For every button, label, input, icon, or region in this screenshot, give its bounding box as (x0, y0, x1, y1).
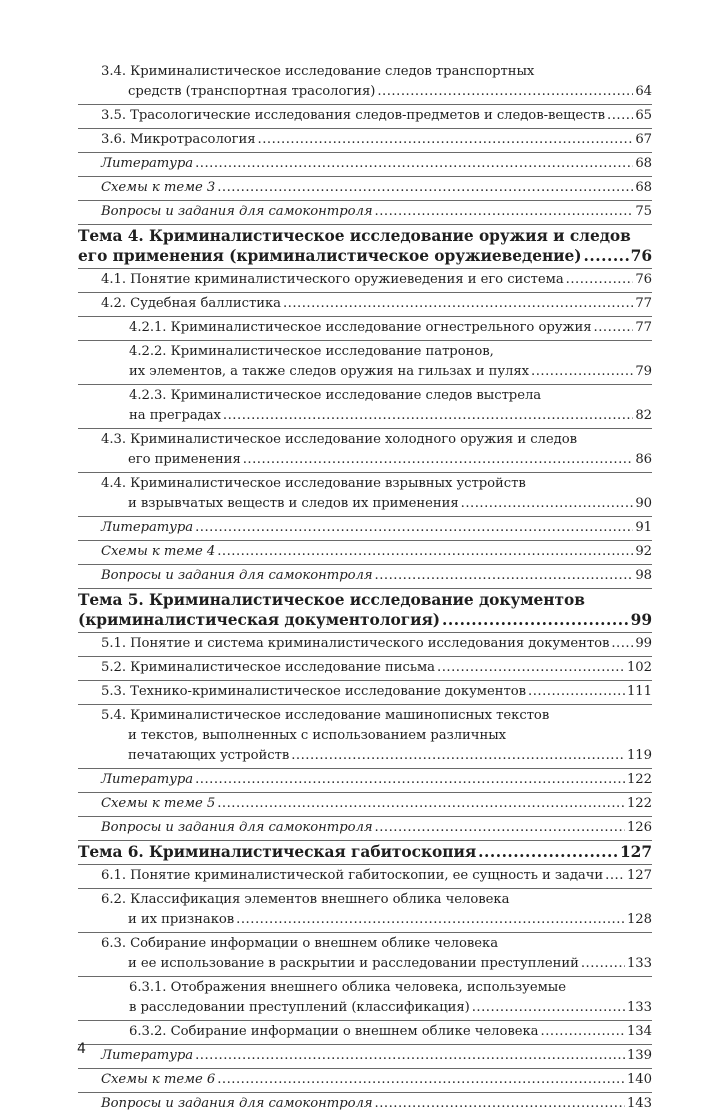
toc-entry (78, 866, 652, 886)
divider (78, 656, 652, 657)
dot-leader (584, 246, 629, 266)
toc-entry-title: 6.3.1. Отображения внешнего облика человека, используемые (129, 980, 566, 995)
dot-leader (528, 682, 625, 702)
toc-entry-title: 3.5. Трасологические исследования следов-предметов и следов-веществ (101, 108, 606, 123)
divider (78, 768, 652, 769)
dot-leader (217, 1070, 625, 1090)
divider (78, 888, 652, 889)
toc-entry-title: 4.2.2. Криминалистическое исследование патронов, (129, 344, 494, 359)
toc-entry-page: 139 (626, 1048, 652, 1063)
toc-entry (78, 818, 652, 838)
toc-entry-page: 102 (626, 660, 652, 675)
toc-entry-title: Литература (101, 156, 194, 171)
toc-entry-title: 6.2. Классификация элементов внешнего облика человека (101, 892, 510, 907)
toc-entry-page: 68 (635, 180, 652, 195)
divider (78, 152, 652, 153)
toc-entry (78, 294, 652, 314)
toc-entry-title: и взрывчатых веществ и следов их применения (128, 496, 459, 511)
toc-entry-page: 127 (620, 843, 652, 861)
divider (78, 840, 652, 841)
toc-entry-page: 79 (635, 364, 652, 379)
toc-entry (78, 1070, 652, 1090)
toc-entry (78, 590, 652, 630)
toc-entry-title: Схемы к теме 4 (101, 544, 216, 559)
toc-entry-page: 111 (626, 684, 652, 699)
toc-entry-title: Вопросы и задания для самоконтроля (101, 1096, 373, 1111)
toc-entry-title: его применения (128, 452, 241, 467)
toc-entry (78, 342, 652, 382)
toc-entry (78, 542, 652, 562)
toc-entry-title: 3.4. Криминалистическое исследование следов транспортных (101, 64, 535, 79)
divider (78, 128, 652, 129)
toc-entry-title: Тема 4. Криминалистическое исследование оружия и следов (78, 227, 631, 245)
toc-entry-page: 122 (626, 772, 652, 787)
dot-leader (541, 1022, 625, 1042)
toc-entry-title: 5.1. Понятие и система криминалистического исследования документов (101, 636, 610, 651)
divider (78, 224, 652, 225)
toc-entry (78, 566, 652, 586)
toc-entry-page: 65 (635, 108, 652, 123)
toc-entry-title: и текстов, выполненных с использованием различных (128, 728, 507, 743)
toc-entry-page: 98 (635, 568, 652, 583)
toc-entry-title: 3.6. Микротрасология (101, 132, 256, 147)
toc-entry-title: и их признаков (128, 912, 235, 927)
dot-leader (195, 518, 633, 538)
dot-leader (566, 270, 634, 290)
toc-entry (78, 62, 652, 102)
toc-entry-title: 6.1. Понятие криминалистической габитоскопии, ее сущность и задачи (101, 868, 604, 883)
toc-entry (78, 130, 652, 150)
page-number: 4 (77, 1041, 86, 1057)
toc-entry (78, 978, 652, 1018)
toc-entry-title: 4.3. Криминалистическое исследование холодного оружия и следов (101, 432, 577, 447)
toc-entry-page: 99 (630, 611, 652, 629)
divider (78, 976, 652, 977)
toc-entry (78, 634, 652, 654)
toc-entry-title: 4.2.1. Криминалистическое исследование огнестрельного оружия (129, 320, 592, 335)
dot-leader (243, 450, 634, 470)
divider (78, 1068, 652, 1069)
divider (78, 200, 652, 201)
toc-entry-title: 6.3.2. Собирание информации о внешнем облике человека (129, 1024, 539, 1039)
toc-entry (78, 890, 652, 930)
toc-entry-page: 119 (626, 748, 652, 763)
toc-entry-page: 92 (635, 544, 652, 559)
toc-entry-title: на преградах (129, 408, 221, 423)
toc-entry-page: 126 (626, 820, 652, 835)
dot-leader (375, 202, 634, 222)
toc-entry-page: 143 (626, 1096, 652, 1111)
divider (78, 1020, 652, 1021)
toc-entry-page: 134 (626, 1024, 652, 1039)
toc-entry-title: Литература (101, 772, 194, 787)
table-of-contents (78, 62, 652, 1114)
toc-entry-page: 140 (626, 1072, 652, 1087)
toc-entry-title: 4.2. Судебная баллистика (101, 296, 281, 311)
toc-entry (78, 318, 652, 338)
divider (78, 1044, 652, 1045)
dot-leader (437, 658, 625, 678)
dot-leader (223, 406, 633, 426)
toc-entry-page: 133 (626, 1000, 652, 1015)
toc-entry-title: Литература (101, 520, 194, 535)
dot-leader (607, 106, 633, 126)
toc-entry-page: 77 (635, 320, 652, 335)
toc-entry-title: 6.3. Собирание информации о внешнем облике человека (101, 936, 499, 951)
toc-entry-title: 4.4. Криминалистическое исследование взрывных устройств (101, 476, 526, 491)
toc-entry (78, 794, 652, 814)
toc-entry-page: 67 (635, 132, 652, 147)
toc-entry-title: Вопросы и задания для самоконтроля (101, 820, 373, 835)
dot-leader (291, 746, 625, 766)
toc-entry-page: 64 (635, 84, 652, 99)
divider (78, 428, 652, 429)
dot-leader (195, 770, 625, 790)
toc-entry-title: в расследовании преступлений (классификация) (129, 1000, 470, 1015)
toc-entry (78, 1046, 652, 1066)
toc-entry (78, 106, 652, 126)
dot-leader (461, 494, 634, 514)
toc-entry-page: 68 (635, 156, 652, 171)
dot-leader (283, 294, 633, 314)
divider (78, 564, 652, 565)
toc-entry (78, 842, 652, 862)
toc-entry-page: 133 (626, 956, 652, 971)
dot-leader (377, 82, 633, 102)
toc-entry-title: 4.2.3. Криминалистическое исследование следов выстрела (129, 388, 542, 403)
dot-leader (375, 1094, 625, 1114)
divider (78, 292, 652, 293)
dot-leader (478, 842, 618, 862)
divider (78, 316, 652, 317)
dot-leader (195, 154, 633, 174)
divider (78, 516, 652, 517)
toc-entry (78, 706, 652, 766)
dot-leader (611, 634, 633, 654)
dot-leader (375, 818, 625, 838)
divider (78, 384, 652, 385)
toc-entry-page: 86 (635, 452, 652, 467)
divider (78, 268, 652, 269)
toc-entry-title: Схемы к теме 3 (101, 180, 216, 195)
toc-entry-page: 75 (635, 204, 652, 219)
dot-leader (217, 178, 633, 198)
divider (78, 792, 652, 793)
dot-leader (531, 362, 633, 382)
toc-entry-page: 99 (635, 636, 652, 651)
toc-entry (78, 518, 652, 538)
toc-entry-title: Схемы к теме 5 (101, 796, 216, 811)
divider (78, 472, 652, 473)
dot-leader (195, 1046, 625, 1066)
toc-entry-title: и ее использование в раскрытии и расследовании преступлений (128, 956, 579, 971)
toc-entry-title: 4.1. Понятие криминалистического оружиеведения и его система (101, 272, 564, 287)
toc-entry-title: 5.2. Криминалистическое исследование письма (101, 660, 435, 675)
dot-leader (217, 794, 625, 814)
toc-entry-title: Схемы к теме 6 (101, 1072, 216, 1087)
toc-entry-title: его применения (криминалистическое оружиеведение) (78, 247, 582, 265)
toc-entry-title: средств (транспортная трасология) (128, 84, 376, 99)
divider (78, 816, 652, 817)
toc-entry (78, 682, 652, 702)
toc-entry (78, 658, 652, 678)
toc-entry-page: 127 (626, 868, 652, 883)
divider (78, 864, 652, 865)
toc-entry-title: Вопросы и задания для самоконтроля (101, 204, 373, 219)
dot-leader (472, 998, 625, 1018)
divider (78, 704, 652, 705)
toc-entry (78, 386, 652, 426)
toc-entry (78, 202, 652, 222)
dot-leader (581, 954, 625, 974)
toc-entry-title: Тема 5. Криминалистическое исследование документов (78, 591, 585, 609)
divider (78, 540, 652, 541)
divider (78, 680, 652, 681)
toc-entry-title: Литература (101, 1048, 194, 1063)
divider (78, 588, 652, 589)
toc-entry (78, 770, 652, 790)
divider (78, 632, 652, 633)
toc-entry-title: Тема 6. Криминалистическая габитоскопия (78, 843, 477, 861)
divider (78, 932, 652, 933)
toc-entry-title: их элементов, а также следов оружия на гильзах и пулях (129, 364, 530, 379)
toc-entry-title: печатающих устройств (128, 748, 290, 763)
dot-leader (236, 910, 625, 930)
divider (78, 340, 652, 341)
toc-entry (78, 154, 652, 174)
divider (78, 104, 652, 105)
toc-entry-page: 76 (635, 272, 652, 287)
toc-entry-title: 5.4. Криминалистическое исследование машинописных текстов (101, 708, 550, 723)
toc-entry-title: Вопросы и задания для самоконтроля (101, 568, 373, 583)
toc-entry-title: 5.3. Технико-криминалистическое исследование документов (101, 684, 526, 699)
dot-leader (258, 130, 634, 150)
divider (78, 1092, 652, 1093)
toc-entry-page: 76 (630, 247, 652, 265)
divider (78, 176, 652, 177)
toc-entry-page: 122 (626, 796, 652, 811)
dot-leader (605, 866, 625, 886)
toc-entry-page: 91 (635, 520, 652, 535)
toc-entry (78, 1094, 652, 1114)
toc-entry-page: 77 (635, 296, 652, 311)
toc-entry (78, 1022, 652, 1042)
toc-entry (78, 270, 652, 290)
toc-entry (78, 934, 652, 974)
toc-entry-page: 82 (635, 408, 652, 423)
dot-leader (442, 610, 629, 630)
toc-entry (78, 474, 652, 514)
toc-entry-page: 90 (635, 496, 652, 511)
dot-leader (217, 542, 633, 562)
dot-leader (594, 318, 634, 338)
toc-entry-title: (криминалистическая документология) (78, 611, 441, 629)
toc-entry-page: 128 (626, 912, 652, 927)
toc-entry (78, 226, 652, 266)
dot-leader (375, 566, 634, 586)
toc-entry (78, 178, 652, 198)
toc-entry (78, 430, 652, 470)
